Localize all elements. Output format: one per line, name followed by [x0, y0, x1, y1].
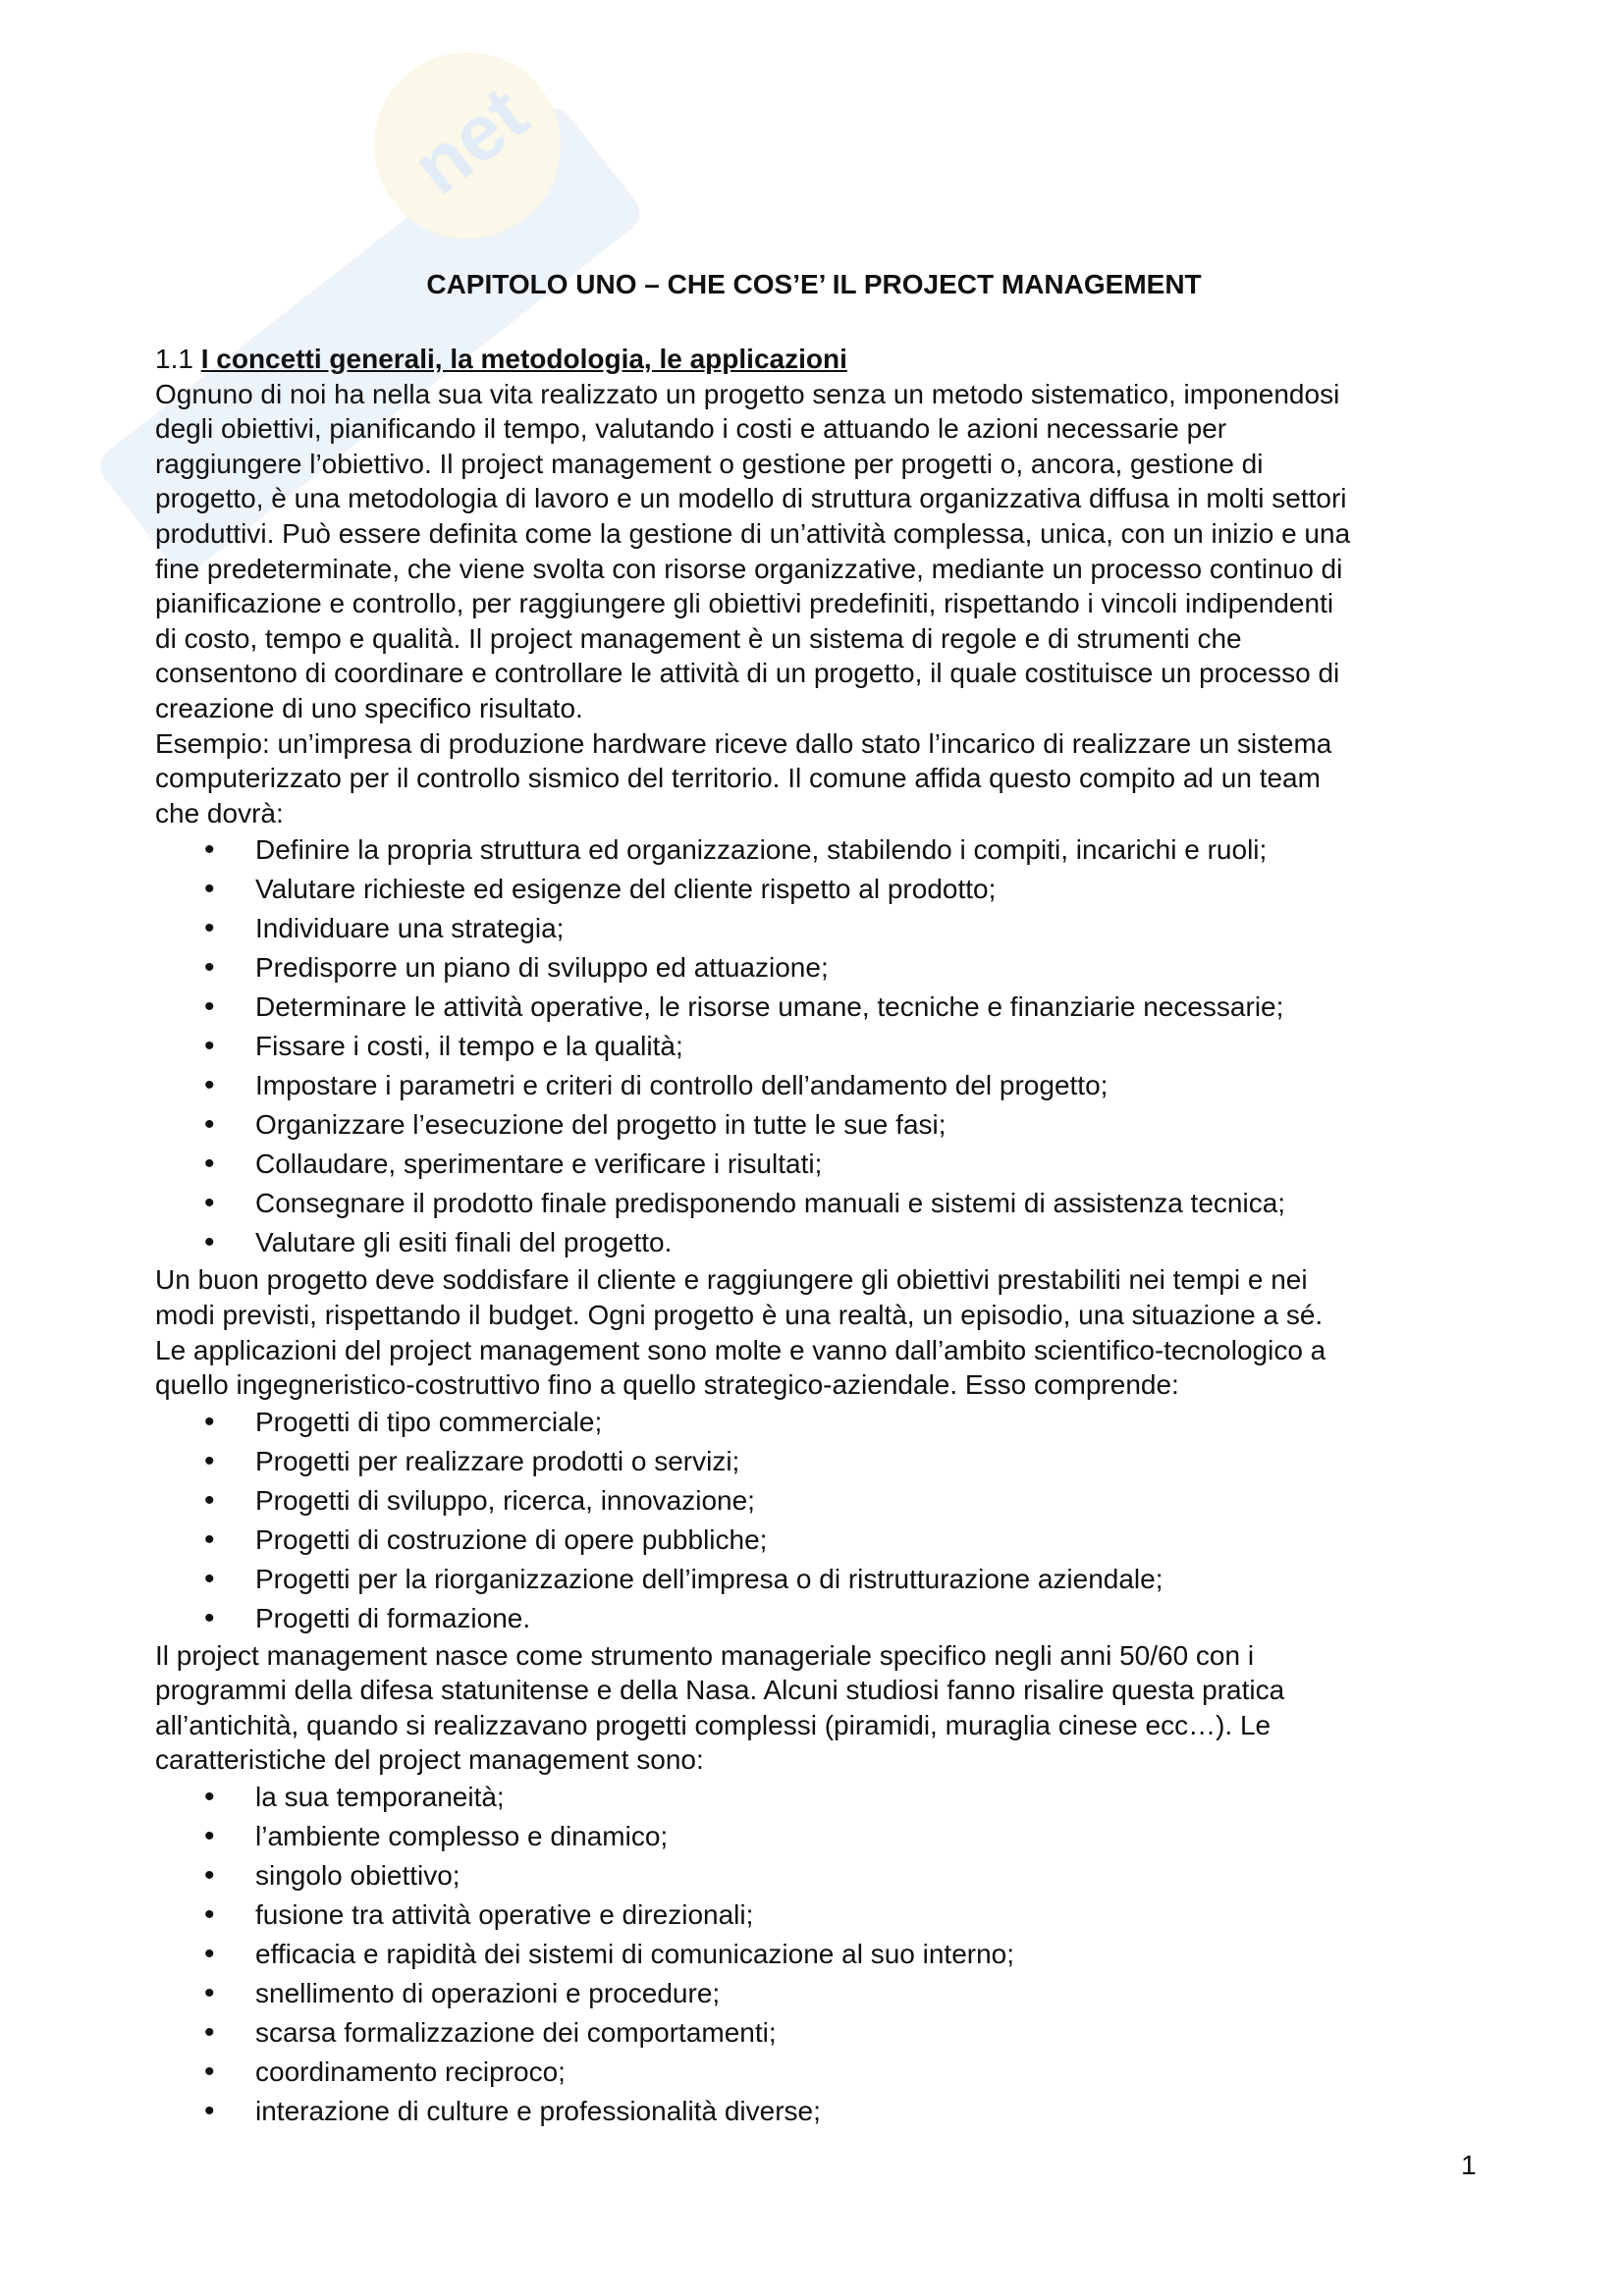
list-item: • Valutare gli esiti finali del progetto. [155, 1223, 1476, 1262]
text-line: fine predeterminate, che viene svolta con risorse organizzative, mediante un processo continuo di [155, 553, 1343, 584]
list-item: • Predisporre un piano di sviluppo ed attuazione; [155, 948, 1476, 988]
list-item: • Individuare una strategia; [155, 909, 1476, 948]
list-item: • la sua temporaneità; [155, 1778, 1476, 1817]
history-paragraph [155, 1638, 1476, 1778]
watermark-circle [337, 39, 599, 276]
page-number: 1 [1461, 2150, 1477, 2180]
text-line: degli obiettivi, pianificando il tempo, valutando i costi e attuando le azioni necessarie per [155, 413, 1227, 445]
project-types-list [155, 1403, 1476, 1638]
intro-paragraph [155, 377, 1476, 831]
text-line: Il project management nasce come strumento manageriale specifico negli anni 50/60 con i [155, 1639, 1255, 1671]
text-line: computerizzato per il controllo sismico del territorio. Il comune affida questo compito ad un team [155, 763, 1321, 794]
list-item: • Collaudare, sperimentare e verificare i risultati; [155, 1145, 1476, 1184]
list-item: • Progetti per la riorganizzazione dell’impresa o di ristrutturazione aziendale; [155, 1560, 1476, 1599]
list-item: • fusione tra attività operative e direzionali; [155, 1896, 1476, 1935]
list-item: • singolo obiettivo; [155, 1856, 1476, 1896]
applications-paragraph [155, 1262, 1476, 1402]
list-item: • Impostare i parametri e criteri di controllo dell’andamento del progetto; [155, 1066, 1476, 1105]
list-item: • Progetti di formazione. [155, 1599, 1476, 1638]
list-item: • interazione di culture e professionalità diverse; [155, 2092, 1476, 2131]
list-item: • Consegnare il prodotto finale predisponendo manuali e sistemi di assistenza tecnica; [155, 1184, 1476, 1223]
list-item: • snellimento di operazioni e procedure; [155, 1974, 1476, 2013]
list-item: • scarsa formalizzazione dei comportamenti; [155, 2013, 1476, 2053]
section-heading [155, 342, 1476, 377]
list-item: • Progetti di tipo commerciale; [155, 1403, 1476, 1442]
text-line: che dovrà: [155, 797, 284, 828]
text-line: all’antichità, quando si realizzavano progetti complessi (piramidi, muraglia cinese ecc…). Le [155, 1709, 1271, 1740]
list-item: • Valutare richieste ed esigenze del cliente rispetto al prodotto; [155, 870, 1476, 909]
text-line: quello ingegneristico-costruttivo fino a quello strategico-aziendale. Esso comprende: [155, 1369, 1179, 1401]
watermark-text: net [396, 70, 544, 212]
text-line: progetto, è una metodologia di lavoro e un modello di struttura organizzativa diffusa in molti settori [155, 483, 1347, 514]
list-item: • Organizzare l’esecuzione del progetto in tutte le sue fasi; [155, 1105, 1476, 1145]
text-line: creazione di uno specifico risultato. [155, 692, 583, 723]
text-line: modi previsti, rispettando il budget. Ogni progetto è una realtà, un episodio, una situazione a sé. [155, 1299, 1324, 1330]
text-line: raggiungere l’obiettivo. Il project management o gestione per progetti o, ancora, gestione di [155, 448, 1264, 479]
chapter-title: CAPITOLO UNO – CHE COS’E’ IL PROJECT MANAGEMENT [426, 269, 1202, 299]
list-item: • Fissare i costi, il tempo e la qualità; [155, 1027, 1476, 1066]
list-item: • Progetti di costruzione di opere pubbliche; [155, 1521, 1476, 1560]
list-item: • l’ambiente complesso e dinamico; [155, 1817, 1476, 1856]
text-line: di costo, tempo e qualità. Il project management è un sistema di regole e di strumenti che [155, 622, 1242, 654]
list-item: • Progetti di sviluppo, ricerca, innovazione; [155, 1481, 1476, 1521]
list-item: • efficacia e rapidità dei sistemi di comunicazione al suo interno; [155, 1935, 1476, 1974]
text-line: programmi della difesa statunitense e della Nasa. Alcuni studiosi fanno risalire questa pratica [155, 1675, 1285, 1706]
text-line: pianificazione e controllo, per raggiungere gli obiettivi predefiniti, rispettando i vincoli indipendenti [155, 588, 1334, 619]
list-item: • coordinamento reciproco; [155, 2053, 1476, 2092]
text-line: Le applicazioni del project management sono molte e vanno dall’ambito scientifico-tecnologico a [155, 1334, 1326, 1365]
text-line: consentono di coordinare e controllare le attività di un progetto, il quale costituisce un processo di [155, 658, 1340, 689]
text-line: caratteristiche del project management sono: [155, 1744, 704, 1776]
tasks-list [155, 830, 1476, 1262]
list-item: • Progetti per realizzare prodotti o servizi; [155, 1442, 1476, 1481]
text-line: Esempio: un’impresa di produzione hardware riceve dallo stato l’incarico di realizzare un sistema [155, 727, 1332, 759]
text-line: Ognuno di noi ha nella sua vita realizzato un progetto senza un metodo sistematico, imponendosi [155, 378, 1340, 409]
list-item: • Definire la propria struttura ed organizzazione, stabilendo i compiti, incarichi e ruoli; [155, 830, 1476, 870]
text-line: Un buon progetto deve soddisfare il cliente e raggiungere gli obiettivi prestabiliti nei tempi e nei [155, 1264, 1308, 1296]
text-line: produttivi. Può essere definita come la gestione di un’attività complessa, unica, con un inizio e una [155, 517, 1351, 549]
list-item: • Determinare le attività operative, le risorse umane, tecniche e finanziarie necessarie; [155, 988, 1476, 1027]
section-number: 1.1 [155, 344, 193, 374]
document-page [155, 253, 1476, 2131]
section-title: I concetti generali, la metodologia, le applicazioni [200, 344, 847, 374]
characteristics-list [155, 1778, 1476, 2131]
